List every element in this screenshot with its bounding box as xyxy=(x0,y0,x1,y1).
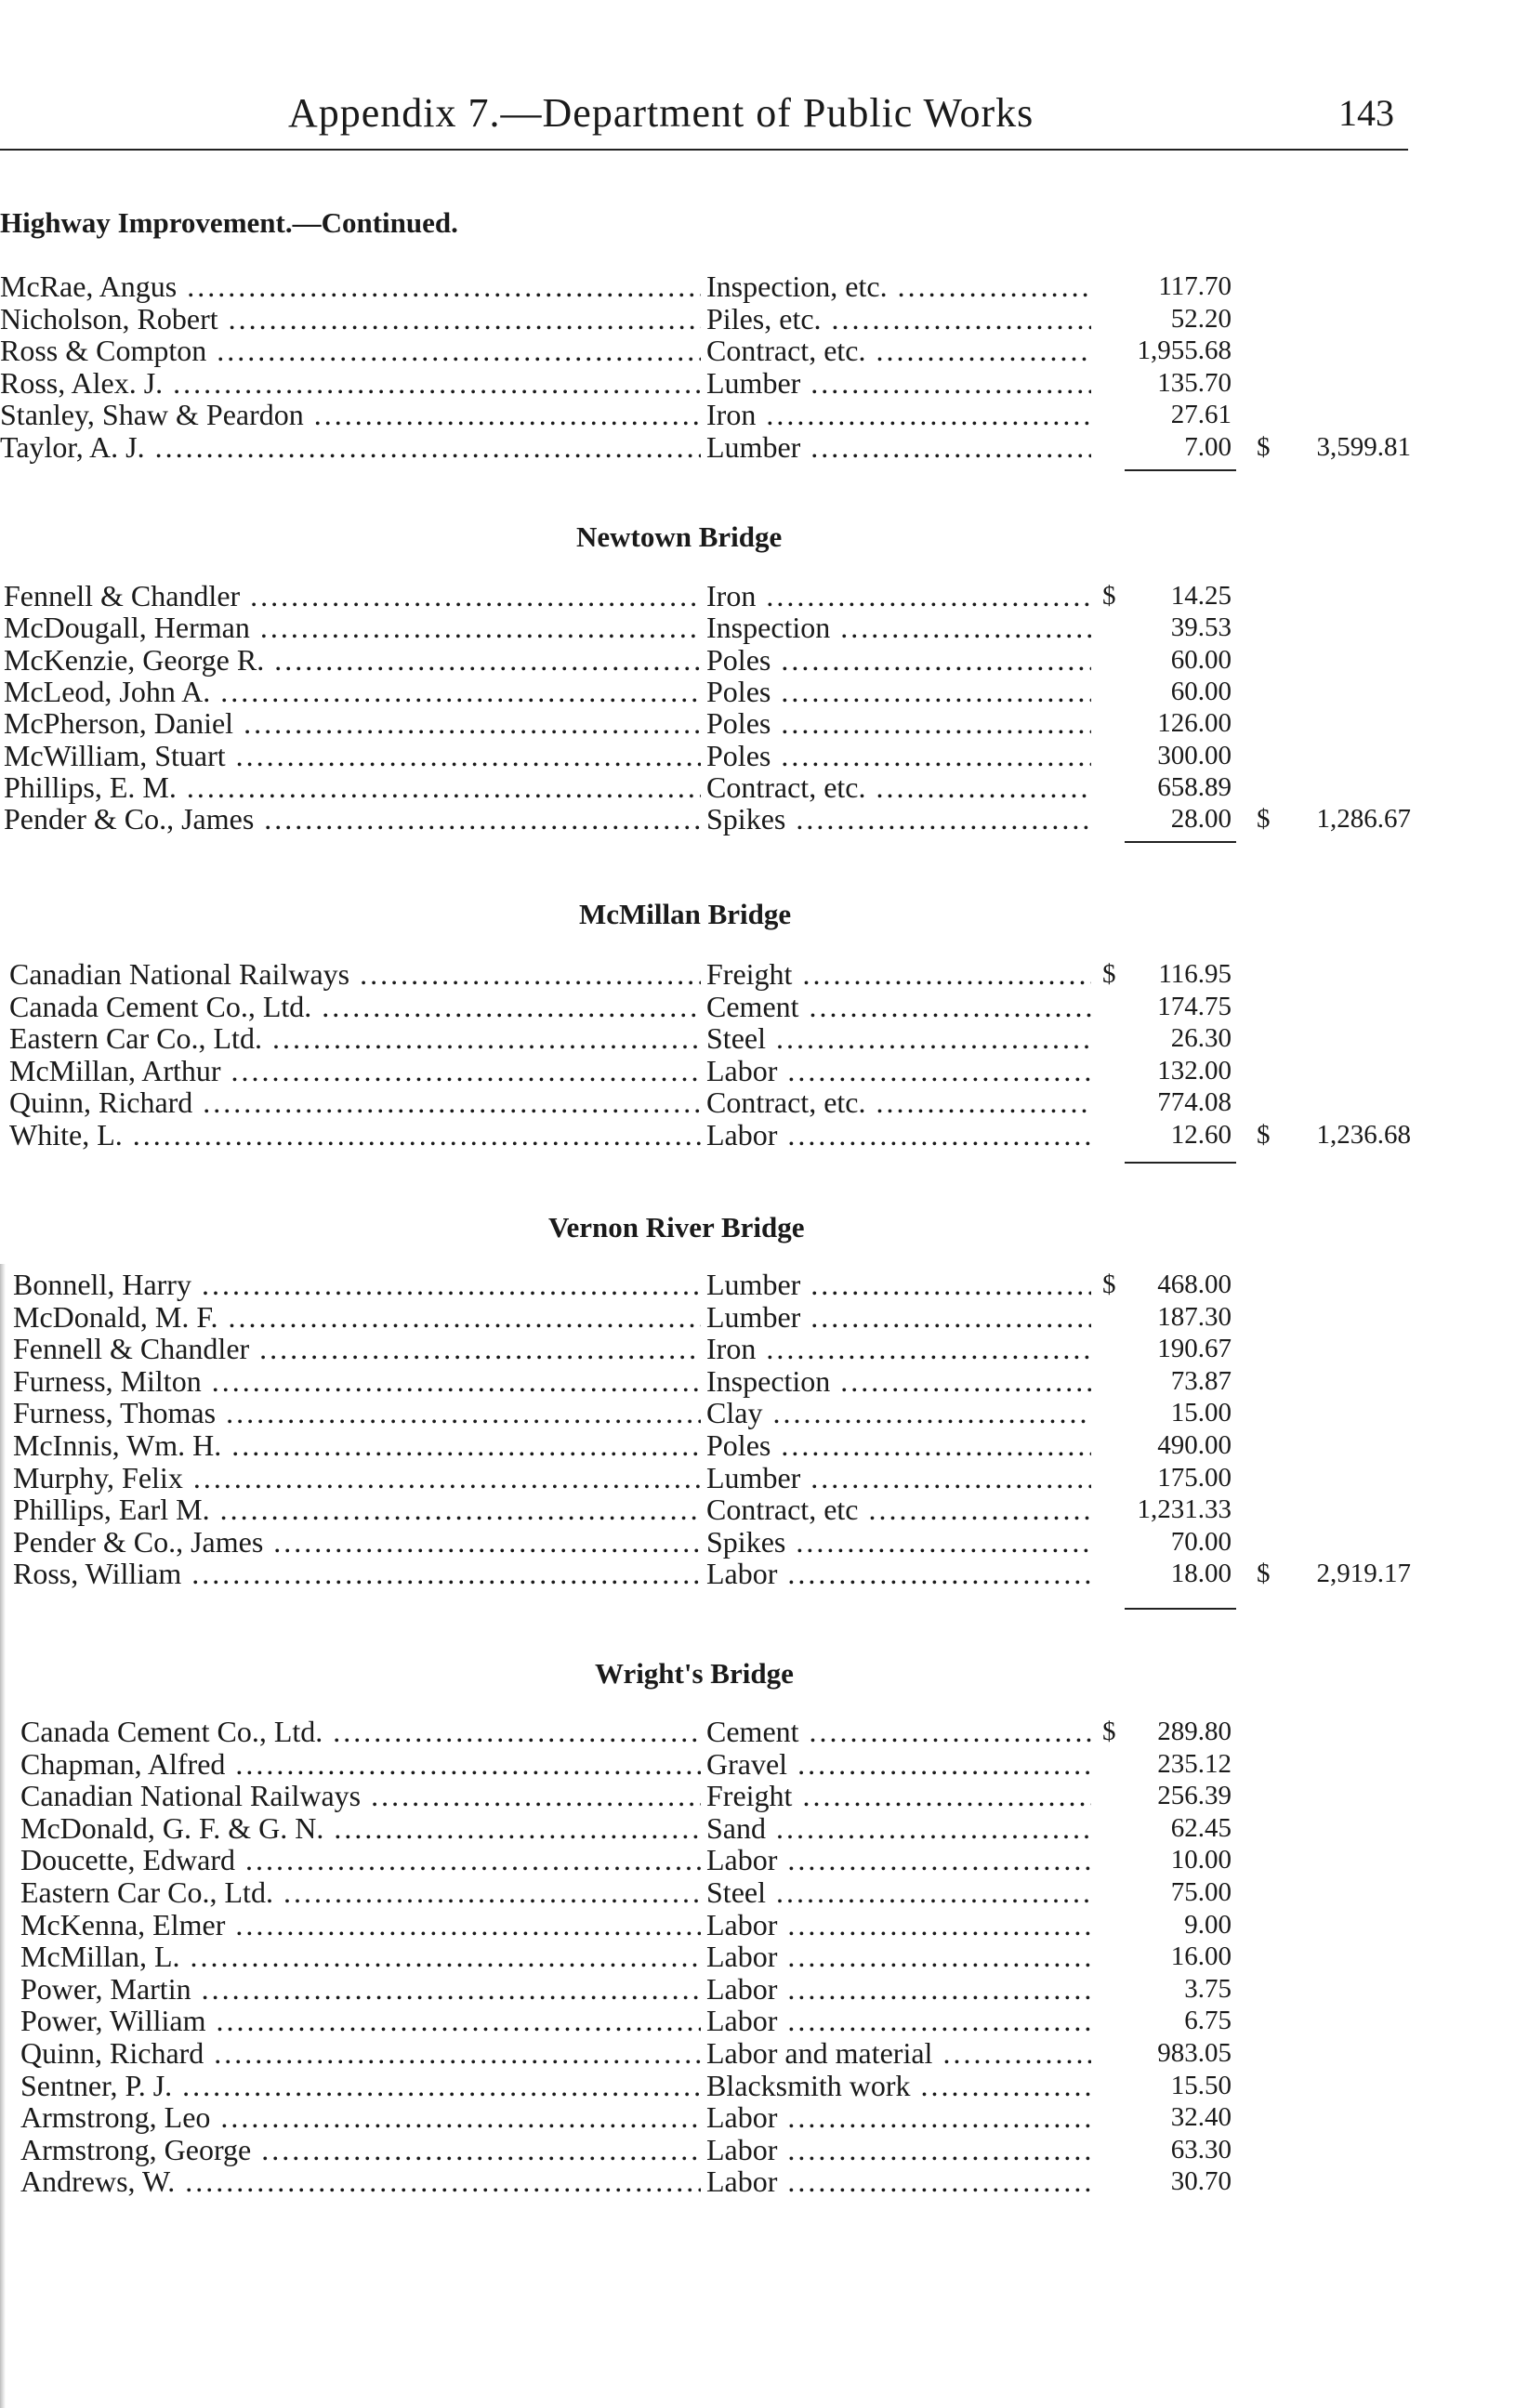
ledger-row xyxy=(0,1940,1487,1973)
amount: 490.00 xyxy=(1157,1430,1232,1460)
ledger-row xyxy=(0,675,1487,708)
payee-name: McKenna, Elmer ..... xyxy=(20,1908,701,1941)
payee-name: Sentner, P. J. ..... xyxy=(20,2069,701,2102)
total-dollar-sign: $ xyxy=(1257,1120,1271,1150)
payee-name: Canada Cement Co., Ltd. ..... xyxy=(9,990,701,1023)
amount: 174.75 xyxy=(1157,992,1232,1021)
payee-name: Stanley, Shaw & Peardon ..... xyxy=(0,398,701,431)
ledger-row xyxy=(0,990,1487,1023)
expense-item: Contract, etc. ..... xyxy=(706,770,1091,804)
payee-name: McInnis, Wm. H. ..... xyxy=(13,1428,701,1462)
page-number: 143 xyxy=(1338,92,1394,134)
payee-name: Canada Cement Co., Ltd. ..... xyxy=(20,1715,701,1748)
amount: 116.95 xyxy=(1158,959,1232,989)
ledger-row xyxy=(0,1364,1487,1398)
total-dollar-sign: $ xyxy=(1257,804,1271,834)
ledger-row xyxy=(0,1300,1487,1334)
ledger-row xyxy=(0,611,1487,644)
ledger-row xyxy=(0,739,1487,772)
ledger-row xyxy=(0,1843,1487,1876)
sum-rule xyxy=(1125,841,1236,843)
payee-name: McLeod, John A. ..... xyxy=(4,675,701,708)
amount: 39.53 xyxy=(1170,612,1232,642)
amount: 468.00 xyxy=(1157,1270,1232,1299)
amount: 60.00 xyxy=(1170,645,1232,675)
section-heading: Wright's Bridge xyxy=(595,1657,794,1690)
expense-item: Poles ..... xyxy=(706,1428,1091,1462)
section-heading: Newtown Bridge xyxy=(576,520,783,553)
payee-name: McDonald, G. F. & G. N. ..... xyxy=(20,1811,701,1845)
dollar-sign: $ xyxy=(1102,959,1116,989)
expense-item: Piles, etc. ..... xyxy=(706,302,1091,336)
expense-item: Inspection ..... xyxy=(706,611,1091,644)
expense-item: Poles ..... xyxy=(706,706,1091,740)
amount: 15.00 xyxy=(1170,1398,1232,1428)
expense-item: Lumber ..... xyxy=(706,1461,1091,1494)
payee-name: Power, Martin ..... xyxy=(20,1972,701,2006)
ledger-row xyxy=(0,1811,1487,1845)
payee-name: McPherson, Daniel ..... xyxy=(4,706,701,740)
payee-name: Pender & Co., James ..... xyxy=(13,1525,701,1559)
payee-name: Furness, Thomas ..... xyxy=(13,1396,701,1429)
expense-item: Spikes ..... xyxy=(706,802,1091,836)
ledger-row xyxy=(0,2133,1487,2166)
total-dollar-sign: $ xyxy=(1257,432,1271,462)
amount: 28.00 xyxy=(1170,804,1232,834)
ledger-row xyxy=(0,2069,1487,2102)
payee-name: Eastern Car Co., Ltd. ..... xyxy=(20,1875,701,1909)
total-dollar-sign: $ xyxy=(1257,1559,1271,1588)
payee-name: Andrews, W. ..... xyxy=(20,2165,701,2198)
ledger-row xyxy=(0,957,1487,991)
expense-item: Labor ..... xyxy=(706,2165,1091,2198)
ledger-row xyxy=(0,1118,1487,1151)
expense-item: Labor ..... xyxy=(706,1972,1091,2006)
expense-item: Iron ..... xyxy=(706,398,1091,431)
ledger-row xyxy=(0,1747,1487,1781)
payee-name: Quinn, Richard ..... xyxy=(20,2036,701,2070)
section-total: 3,599.81 xyxy=(1316,432,1411,462)
amount: 10.00 xyxy=(1170,1845,1232,1875)
expense-item: Poles ..... xyxy=(706,739,1091,772)
ledger-row xyxy=(0,1086,1487,1119)
payee-name: Fennell & Chandler ..... xyxy=(4,579,701,612)
amount: 60.00 xyxy=(1170,677,1232,706)
amount: 289.80 xyxy=(1157,1717,1232,1746)
ledger-row xyxy=(0,2100,1487,2134)
expense-item: Labor ..... xyxy=(706,1054,1091,1087)
ledger-row xyxy=(0,1428,1487,1462)
amount: 256.39 xyxy=(1157,1781,1232,1810)
expense-item: Contract, etc. ..... xyxy=(706,1086,1091,1119)
sum-rule xyxy=(1125,469,1236,471)
ledger-row xyxy=(0,1268,1487,1301)
ledger-row xyxy=(0,1908,1487,1941)
expense-item: Lumber ..... xyxy=(706,430,1091,464)
payee-name: Armstrong, Leo ..... xyxy=(20,2100,701,2134)
amount: 32.40 xyxy=(1170,2102,1232,2132)
payee-name: McWilliam, Stuart ..... xyxy=(4,739,701,772)
payee-name: Phillips, E. M. ..... xyxy=(4,770,701,804)
ledger-row xyxy=(0,1875,1487,1909)
payee-name: Canadian National Railways ..... xyxy=(9,957,701,991)
amount: 16.00 xyxy=(1170,1941,1232,1971)
ledger-row xyxy=(0,1493,1487,1526)
expense-item: Cement ..... xyxy=(706,990,1091,1023)
ledger-row xyxy=(0,1396,1487,1429)
expense-item: Freight ..... xyxy=(706,1779,1091,1812)
sum-rule xyxy=(1125,1608,1236,1610)
payee-name: Doucette, Edward ..... xyxy=(20,1843,701,1876)
ledger-row xyxy=(0,802,1487,836)
ledger-row xyxy=(0,1021,1487,1055)
expense-item: Lumber ..... xyxy=(706,1300,1091,1334)
amount: 6.75 xyxy=(1184,2006,1232,2035)
amount: 1,955.68 xyxy=(1137,336,1232,365)
dollar-sign: $ xyxy=(1102,1717,1116,1746)
ledger-row xyxy=(0,1972,1487,2006)
payee-name: McDougall, Herman ..... xyxy=(4,611,701,644)
section-heading: Vernon River Bridge xyxy=(548,1211,805,1243)
expense-item: Steel ..... xyxy=(706,1875,1091,1909)
ledger-row xyxy=(0,1715,1487,1748)
amount: 7.00 xyxy=(1184,432,1232,462)
expense-item: Blacksmith work ..... xyxy=(706,2069,1091,2102)
expense-item: Poles ..... xyxy=(706,675,1091,708)
section-heading: Highway Improvement.—Continued. xyxy=(0,206,458,239)
payee-name: Ross, Alex. J. ..... xyxy=(0,366,701,400)
payee-name: Murphy, Felix ..... xyxy=(13,1461,701,1494)
amount: 15.50 xyxy=(1170,2071,1232,2100)
payee-name: Armstrong, George ..... xyxy=(20,2133,701,2166)
amount: 300.00 xyxy=(1157,741,1232,770)
payee-name: McMillan, Arthur ..... xyxy=(9,1054,701,1087)
ledger-row xyxy=(0,398,1487,431)
ledger-row xyxy=(0,430,1487,464)
expense-item: Iron ..... xyxy=(706,1332,1091,1365)
amount: 63.30 xyxy=(1170,2135,1232,2165)
expense-item: Labor ..... xyxy=(706,2100,1091,2134)
payee-name: White, L. ..... xyxy=(9,1118,701,1151)
amount: 30.70 xyxy=(1170,2166,1232,2196)
payee-name: Phillips, Earl M. ..... xyxy=(13,1493,701,1526)
amount: 62.45 xyxy=(1170,1813,1232,1843)
ledger-row xyxy=(0,1054,1487,1087)
ledger-row xyxy=(0,366,1487,400)
expense-item: Labor ..... xyxy=(706,1118,1091,1151)
ledger-row xyxy=(0,2036,1487,2070)
payee-name: Nicholson, Robert ..... xyxy=(0,302,701,336)
amount: 27.61 xyxy=(1170,400,1232,429)
section-total: 1,286.67 xyxy=(1316,804,1411,834)
amount: 983.05 xyxy=(1157,2038,1232,2068)
payee-name: Power, William ..... xyxy=(20,2004,701,2037)
expense-item: Contract, etc. ..... xyxy=(706,334,1091,367)
amount: 3.75 xyxy=(1184,1974,1232,2004)
amount: 14.25 xyxy=(1170,581,1232,611)
running-title: Appendix 7.—Department of Public Works xyxy=(288,90,1034,136)
ledger-row xyxy=(0,302,1487,336)
amount: 18.00 xyxy=(1170,1559,1232,1588)
amount: 26.30 xyxy=(1170,1023,1232,1053)
amount: 1,231.33 xyxy=(1137,1494,1232,1524)
payee-name: McDonald, M. F. ..... xyxy=(13,1300,701,1334)
ledger-row xyxy=(0,270,1487,303)
ledger-row xyxy=(0,1332,1487,1365)
expense-item: Freight ..... xyxy=(706,957,1091,991)
payee-name: Ross & Compton ..... xyxy=(0,334,701,367)
expense-item: Labor ..... xyxy=(706,1557,1091,1590)
amount: 235.12 xyxy=(1157,1749,1232,1779)
amount: 190.67 xyxy=(1157,1334,1232,1363)
amount: 658.89 xyxy=(1157,772,1232,802)
amount: 117.70 xyxy=(1158,271,1232,301)
payee-name: Pender & Co., James ..... xyxy=(4,802,701,836)
expense-item: Inspection ..... xyxy=(706,1364,1091,1398)
payee-name: Taylor, A. J. ..... xyxy=(0,430,701,464)
amount: 126.00 xyxy=(1157,708,1232,738)
amount: 52.20 xyxy=(1170,304,1232,334)
expense-item: Labor ..... xyxy=(706,1940,1091,1973)
ledger-row xyxy=(0,2004,1487,2037)
section-total: 2,919.17 xyxy=(1316,1559,1411,1588)
expense-item: Inspection, etc. ..... xyxy=(706,270,1091,303)
ledger-row xyxy=(0,1461,1487,1494)
expense-item: Spikes ..... xyxy=(706,1525,1091,1559)
ledger-row xyxy=(0,706,1487,740)
payee-name: Canadian National Railways ..... xyxy=(20,1779,701,1812)
payee-name: Ross, William ..... xyxy=(13,1557,701,1590)
section-total: 1,236.68 xyxy=(1316,1120,1411,1150)
expense-item: Labor ..... xyxy=(706,1843,1091,1876)
expense-item: Clay ..... xyxy=(706,1396,1091,1429)
expense-item: Labor ..... xyxy=(706,2133,1091,2166)
header-rule xyxy=(0,149,1408,151)
payee-name: Fennell & Chandler ..... xyxy=(13,1332,701,1365)
amount: 774.08 xyxy=(1157,1087,1232,1117)
payee-name: Quinn, Richard ..... xyxy=(9,1086,701,1119)
expense-item: Sand ..... xyxy=(706,1811,1091,1845)
amount: 12.60 xyxy=(1170,1120,1232,1150)
payee-name: McRae, Angus ..... xyxy=(0,270,701,303)
ledger-row xyxy=(0,579,1487,612)
expense-item: Gravel ..... xyxy=(706,1747,1091,1781)
dollar-sign: $ xyxy=(1102,1270,1116,1299)
amount: 175.00 xyxy=(1157,1463,1232,1493)
expense-item: Lumber ..... xyxy=(706,1268,1091,1301)
expense-item: Steel ..... xyxy=(706,1021,1091,1055)
section-heading: McMillan Bridge xyxy=(579,898,792,930)
payee-name: Furness, Milton ..... xyxy=(13,1364,701,1398)
amount: 70.00 xyxy=(1170,1527,1232,1557)
ledger-row xyxy=(0,643,1487,677)
amount: 9.00 xyxy=(1184,1910,1232,1940)
payee-name: McMillan, L. ..... xyxy=(20,1940,701,1973)
amount: 132.00 xyxy=(1157,1056,1232,1086)
expense-item: Poles ..... xyxy=(706,643,1091,677)
amount: 75.00 xyxy=(1170,1877,1232,1907)
ledger-row xyxy=(0,1525,1487,1559)
sum-rule xyxy=(1125,1162,1236,1164)
ledger-row xyxy=(0,2165,1487,2198)
expense-item: Lumber ..... xyxy=(706,366,1091,400)
payee-name: McKenzie, George R. ..... xyxy=(4,643,701,677)
expense-item: Labor ..... xyxy=(706,2004,1091,2037)
expense-item: Labor and material ..... xyxy=(706,2036,1091,2070)
expense-item: Iron ..... xyxy=(706,579,1091,612)
expense-item: Cement ..... xyxy=(706,1715,1091,1748)
ledger-row xyxy=(0,334,1487,367)
expense-item: Contract, etc ..... xyxy=(706,1493,1091,1526)
ledger-row xyxy=(0,1779,1487,1812)
payee-name: Eastern Car Co., Ltd. ..... xyxy=(9,1021,701,1055)
amount: 187.30 xyxy=(1157,1302,1232,1332)
payee-name: Chapman, Alfred ..... xyxy=(20,1747,701,1781)
payee-name: Bonnell, Harry ..... xyxy=(13,1268,701,1301)
page-header xyxy=(0,89,1413,154)
amount: 135.70 xyxy=(1157,368,1232,398)
expense-item: Labor ..... xyxy=(706,1908,1091,1941)
ledger-row xyxy=(0,770,1487,804)
ledger-row xyxy=(0,1557,1487,1590)
dollar-sign: $ xyxy=(1102,581,1116,611)
amount: 73.87 xyxy=(1170,1366,1232,1396)
